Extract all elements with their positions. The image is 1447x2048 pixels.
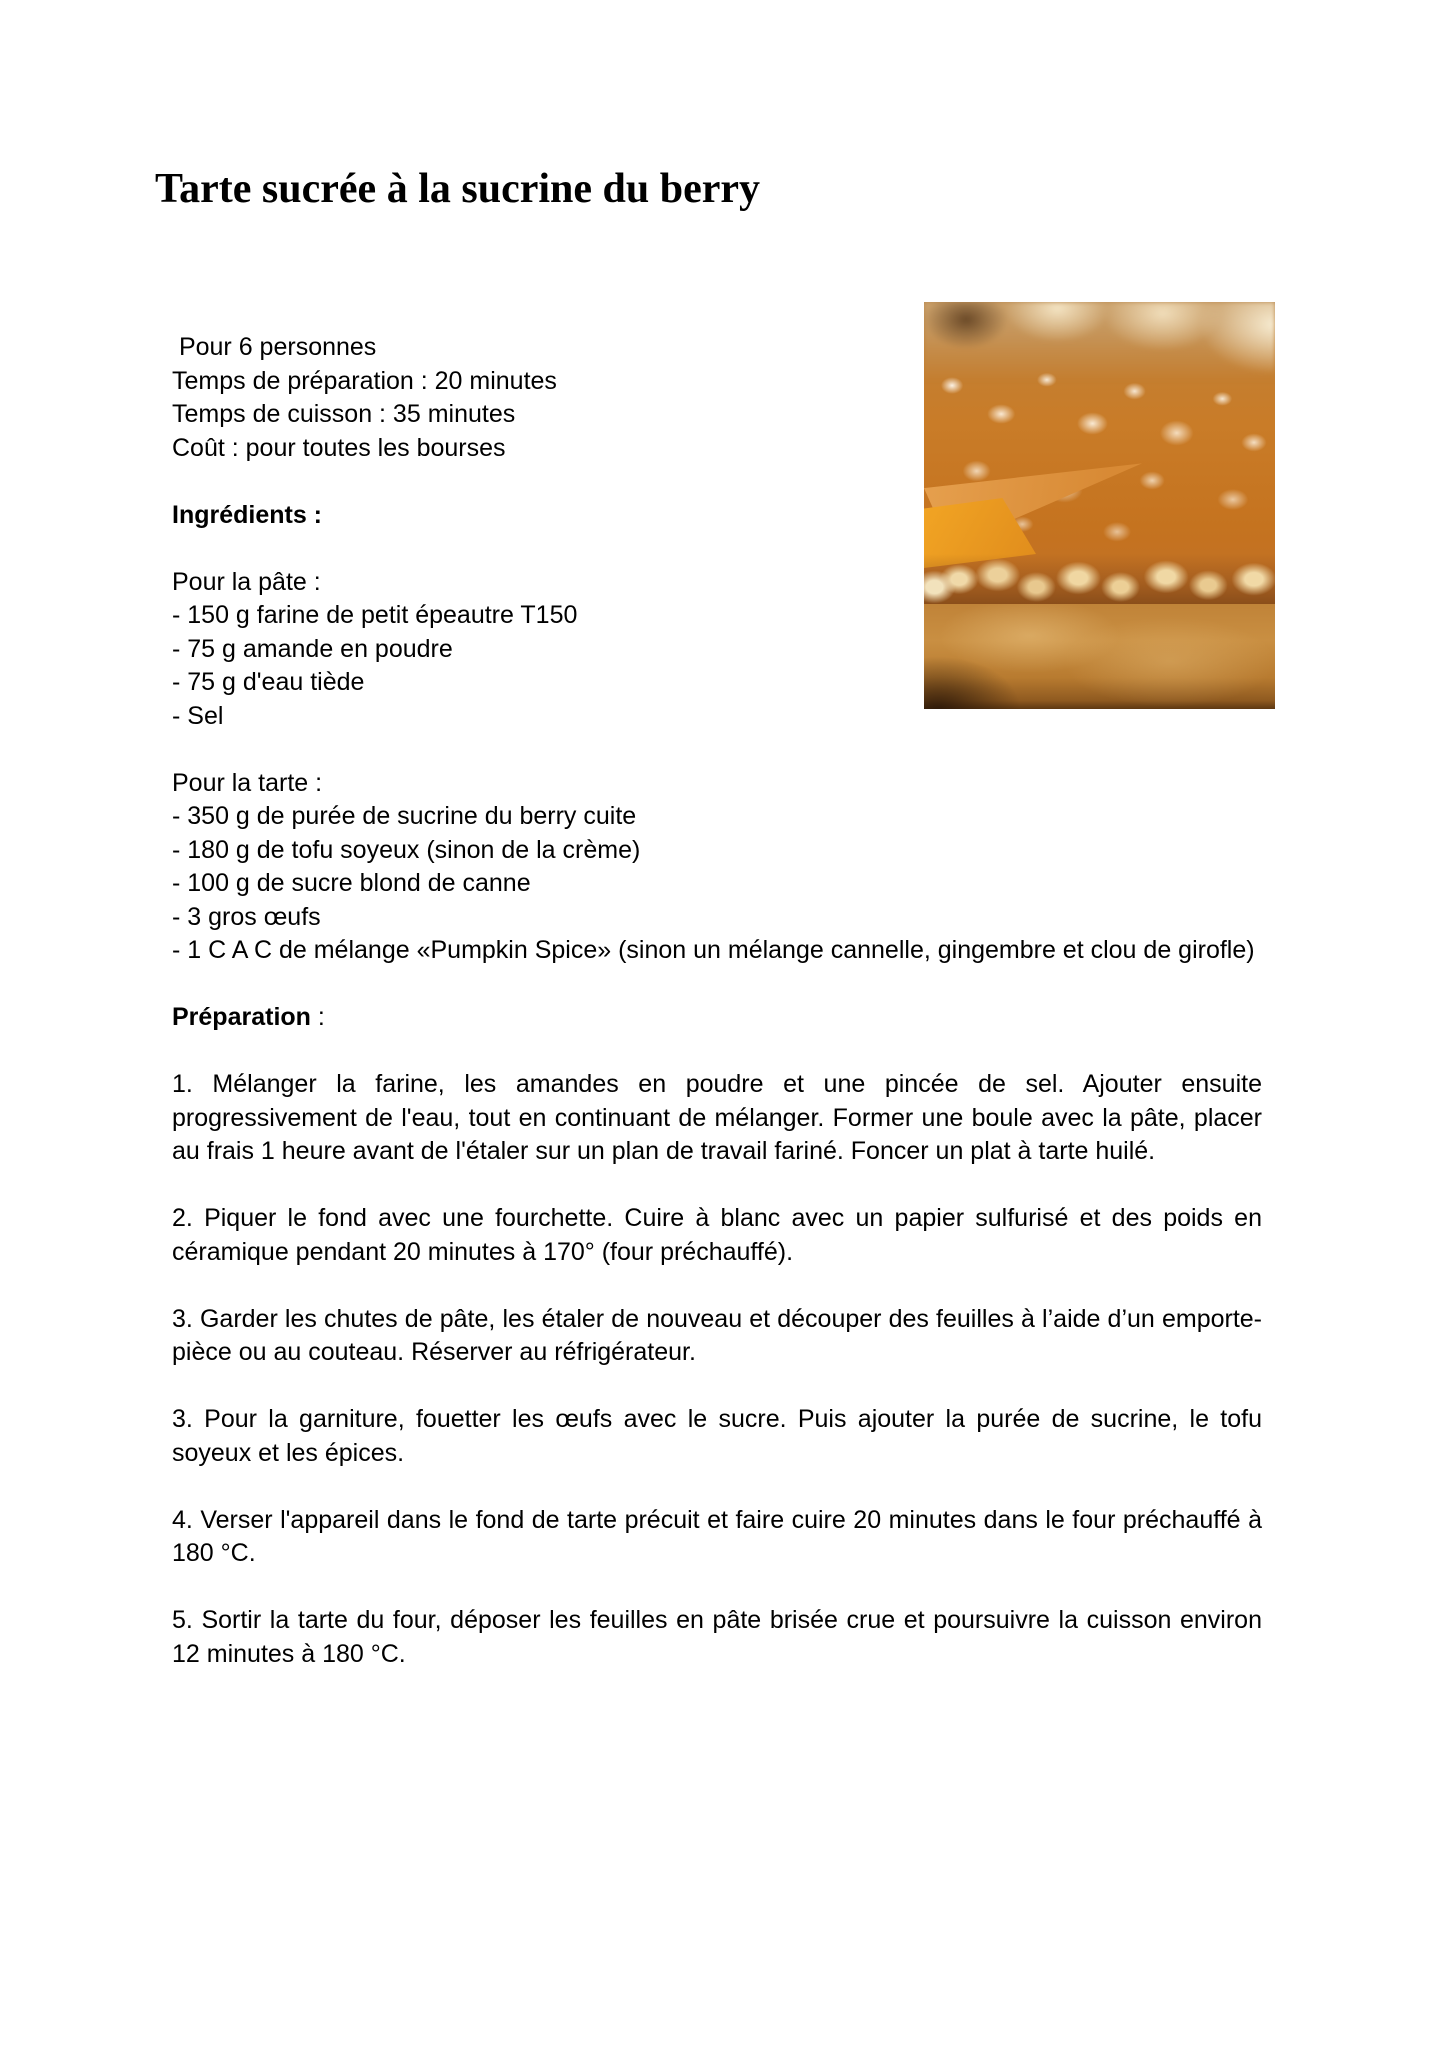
info-line-cost: Coût : pour toutes les bourses [172,433,506,462]
preparation-heading [172,1001,1262,1035]
preparation-heading-text: Préparation [172,1003,311,1031]
info-line-servings: Pour 6 personnes [172,333,377,361]
ingredient-item: - 75 g d'eau tiède [172,668,365,696]
ingredient-group-label: Pour la pâte : [172,567,321,596]
preparation-step: 1. Mélanger la farine, les amandes en poudre et une pincée de sel. Ajouter ensuite progressivement de l'eau, tout en continuant de mélanger. Former une boule avec la pâte, placer au frais 1 heure avant de l'étaler sur un plan de travail fariné. Foncer un plat à tarte huilé. [172,1070,1262,1165]
ingredients-heading-text: Ingrédients : [172,500,323,529]
ingredient-item: - 180 g de tofu soyeux (sinon de la crème) [172,835,641,864]
ingredient-group-pate [172,566,1262,734]
ingredients-heading [172,499,1262,533]
page-title: Tarte sucrée à la sucrine du berry [155,166,761,212]
info-block [172,331,1262,465]
preparation-step: 2. Piquer le fond avec une fourchette. Cuire à blanc avec un papier sulfurisé et des poids en céramique pendant 20 minutes à 170° (four préchauffé). [172,1204,1262,1266]
ingredient-item: - Sel [172,701,224,730]
preparation-heading-colon: : [310,1003,325,1031]
preparation-step: 5. Sortir la tarte du four, déposer les feuilles en pâte brisée crue et poursuivre la cuisson environ 12 minutes à 180 °C. [172,1606,1262,1668]
ingredient-group-tarte [172,767,1262,968]
preparation-step: 4. Verser l'appareil dans le fond de tarte précuit et faire cuire 20 minutes dans le four préchauffé à 180 °C. [172,1505,1262,1567]
ingredient-item: - 3 gros œufs [172,902,321,931]
ingredient-item: - 150 g farine de petit épeautre T150 [172,601,578,629]
info-line-prep-time: Temps de préparation : 20 minutes [172,366,557,395]
recipe-body [172,331,1262,1671]
ingredient-item: - 1 C A C de mélange «Pumpkin Spice» (sinon un mélange cannelle, gingembre et clou de girofle) [172,936,1255,964]
preparation-step: 3. Pour la garniture, fouetter les œufs avec le sucre. Puis ajouter la purée de sucrine, le tofu soyeux et les épices. [172,1405,1262,1467]
ingredient-item: - 75 g amande en poudre [172,634,453,663]
info-line-cook-time: Temps de cuisson : 35 minutes [172,400,516,428]
preparation-step: 3. Garder les chutes de pâte, les étaler de nouveau et découper des feuilles à l’aide d’un emporte-pièce ou au couteau. Réserver au réfrigérateur. [172,1304,1262,1366]
ingredient-group-label: Pour la tarte : [172,768,323,797]
ingredient-item: - 100 g de sucre blond de canne [172,869,531,897]
ingredient-item: - 350 g de purée de sucrine du berry cuite [172,802,637,830]
